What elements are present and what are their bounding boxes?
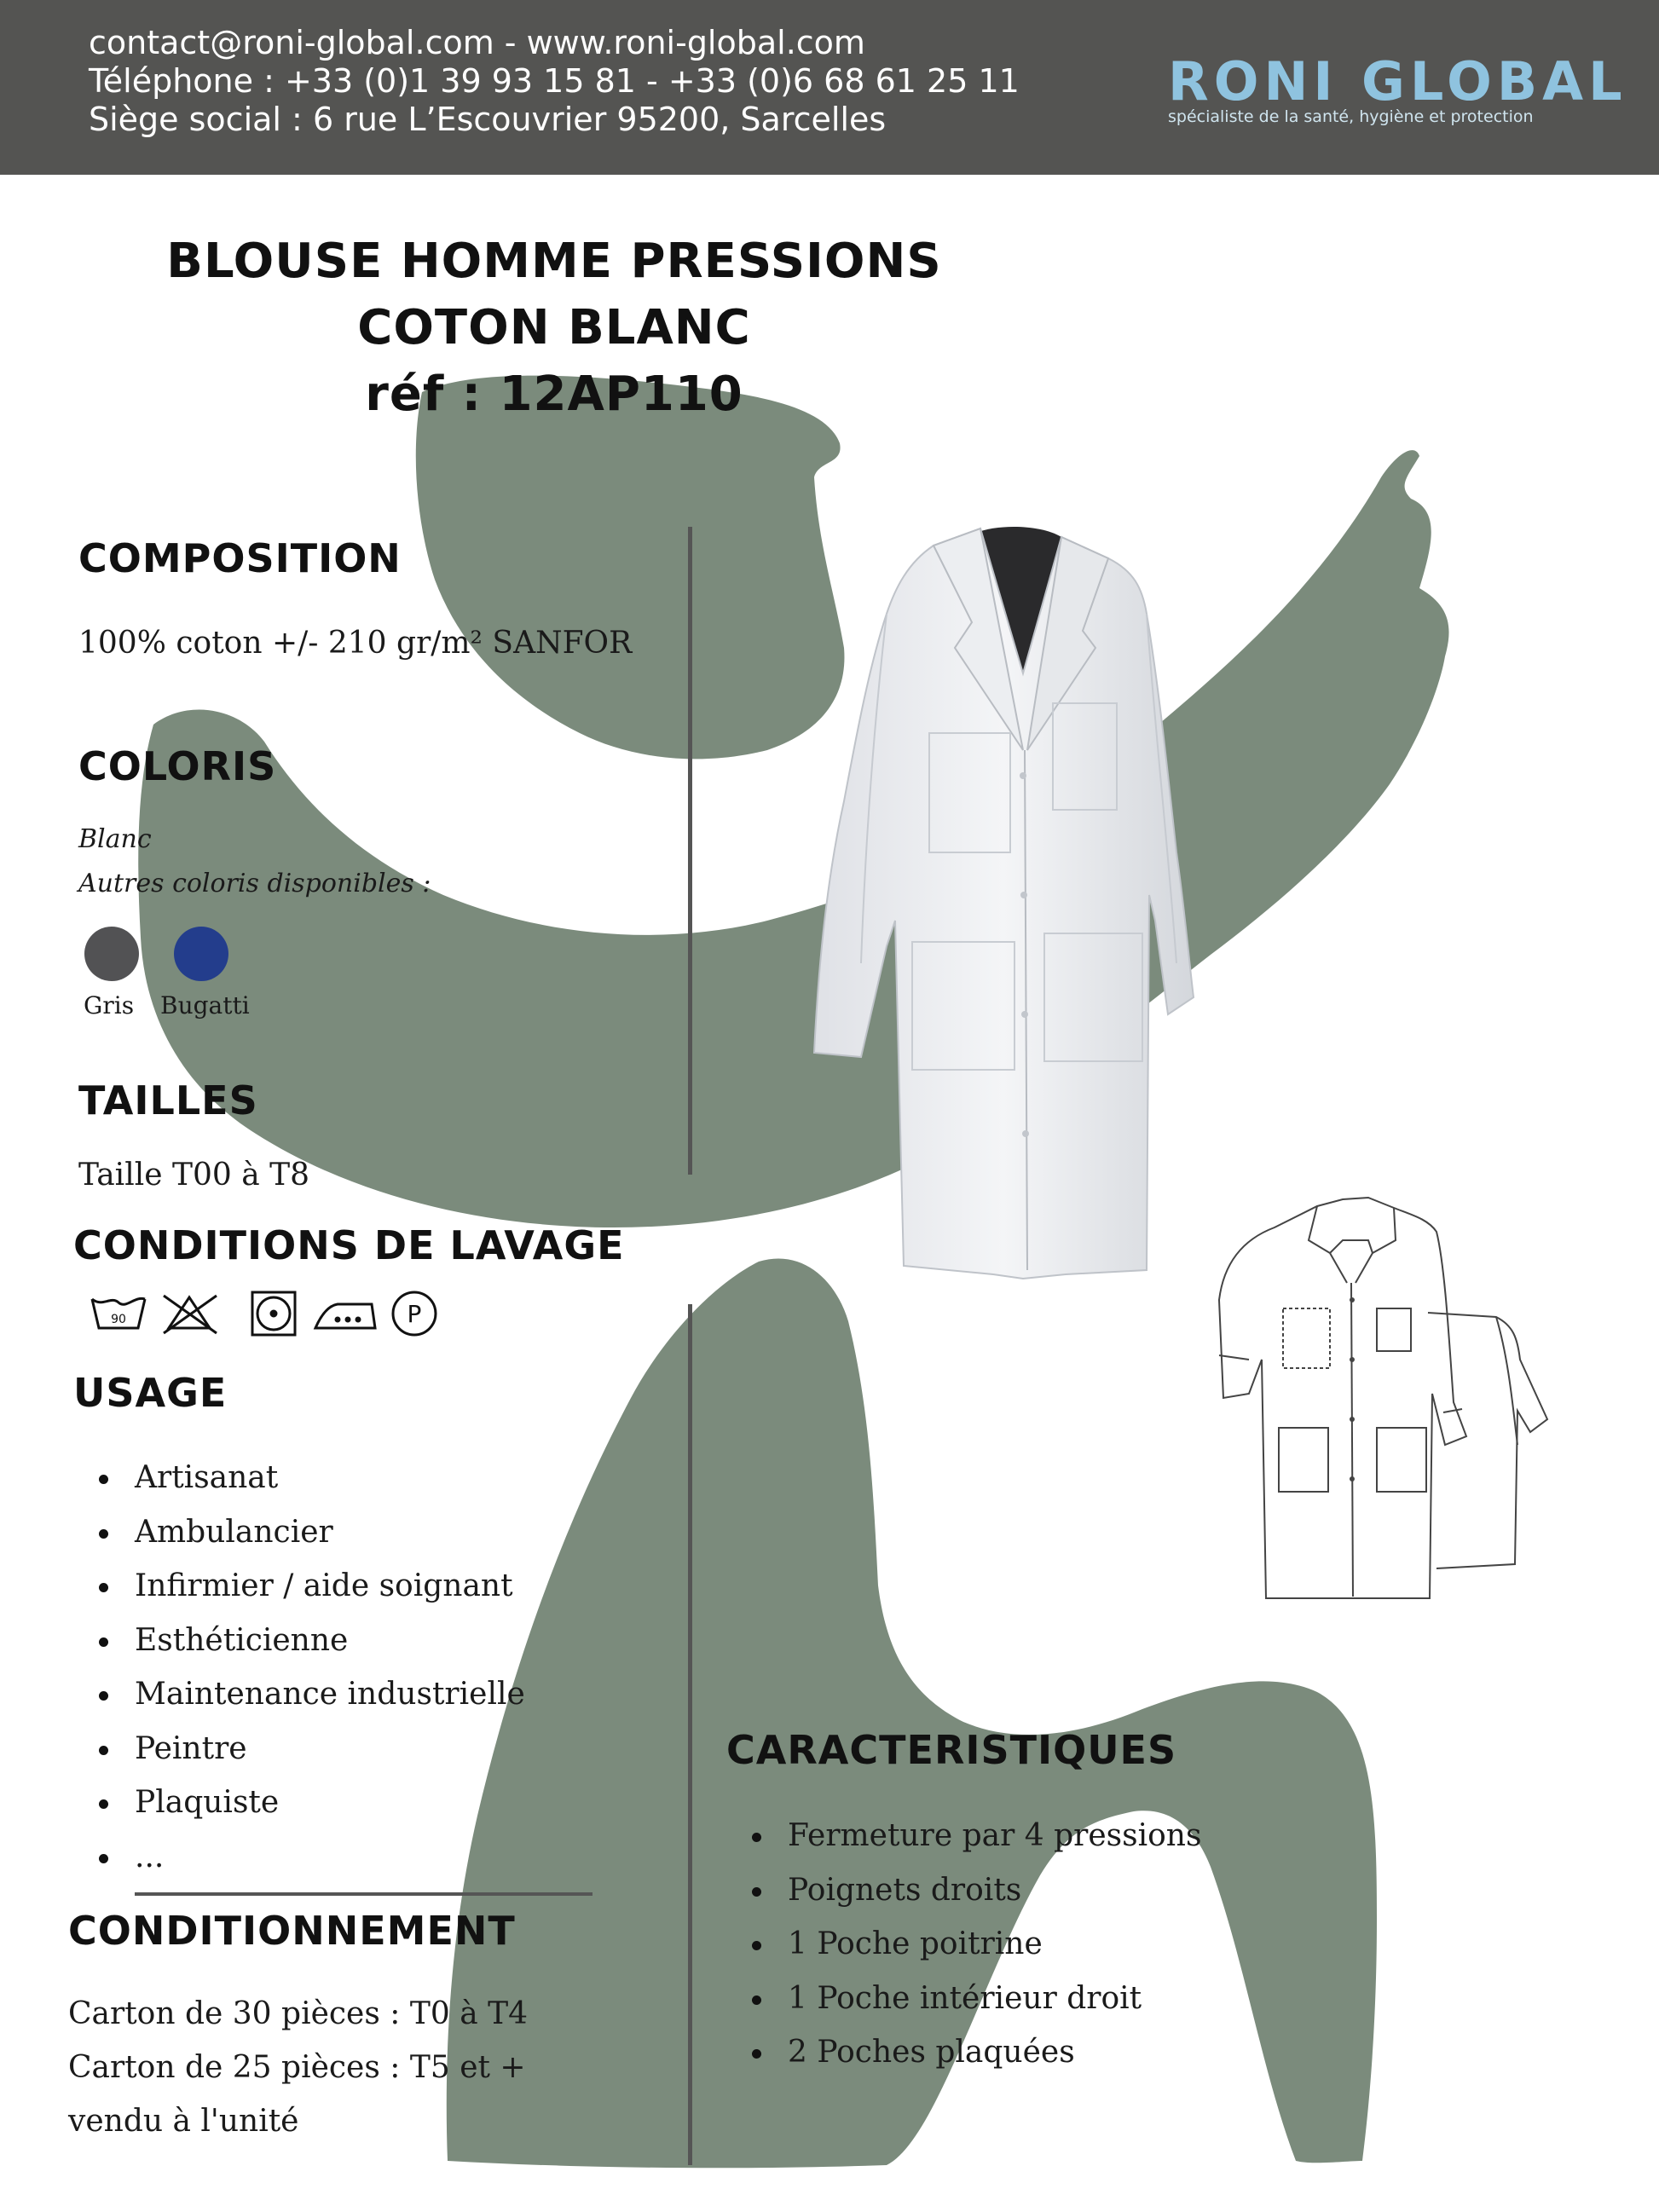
list-item: Fermeture par 4 pressions <box>731 1809 1201 1863</box>
no-bleach-icon <box>164 1296 217 1333</box>
title-line-1: BLOUSE HOMME PRESSIONS <box>166 234 942 289</box>
conditionnement-line-3: vendu à l'unité <box>68 2104 299 2139</box>
list-item: Ambulancier <box>78 1505 525 1560</box>
list-item: 1 Poche poitrine <box>731 1917 1201 1972</box>
contact-phone: Téléphone : +33 (0)1 39 93 15 81 - +33 (0)6 68 61 25 11 <box>89 62 1020 100</box>
list-item: Esthéticienne <box>78 1614 525 1668</box>
wash-90-icon <box>92 1298 145 1328</box>
list-item: Infirmier / aide soignant <box>78 1559 525 1614</box>
list-item: Maintenance industrielle <box>78 1667 525 1722</box>
care-symbols <box>85 1287 443 1338</box>
technical-sketch <box>1172 1189 1616 1607</box>
list-item: 1 Poche intérieur droit <box>731 1972 1201 2026</box>
logo-tagline: spécialiste de la santé, hygiène et protection <box>1168 107 1534 126</box>
logo-text: RONI GLOBAL <box>1168 50 1627 113</box>
svg-text:P: P <box>407 1300 422 1328</box>
svg-text:90: 90 <box>111 1313 126 1326</box>
usage-heading: USAGE <box>73 1370 228 1416</box>
lavage-heading: CONDITIONS DE LAVAGE <box>73 1222 625 1268</box>
usage-list <box>78 1451 525 1884</box>
contact-address: Siège social : 6 rue L’Escouvrier 95200, Sarcelles <box>89 101 887 138</box>
conditionnement-line-1: Carton de 30 pièces : T0 à T4 <box>68 1996 529 2031</box>
composition-heading: COMPOSITION <box>78 535 402 581</box>
tailles-heading: TAILLES <box>78 1077 258 1123</box>
coloris-other-label: Autres coloris disponibles : <box>78 869 431 898</box>
conditionnement-line-2: Carton de 25 pièces : T5 et + <box>68 2050 526 2085</box>
list-item: Poignets droits <box>731 1863 1201 1918</box>
iron-icon <box>315 1304 375 1328</box>
conditionnement-heading: CONDITIONNEMENT <box>68 1908 516 1954</box>
title-reference: réf : 12AP110 <box>365 367 743 422</box>
list-item: Peintre <box>78 1722 525 1776</box>
list-item: Artisanat <box>78 1451 525 1505</box>
title-line-2: COTON BLANC <box>357 300 751 355</box>
list-item: 2 Poches plaquées <box>731 2025 1201 2080</box>
product-title <box>85 228 1023 428</box>
composition-text: 100% coton +/- 210 gr/m² SANFOR <box>78 626 633 661</box>
tailles-text: Taille T00 à T8 <box>78 1158 310 1193</box>
divider-vertical-bottom <box>688 1304 692 2165</box>
coloris-main: Blanc <box>78 824 152 854</box>
caracteristiques-list <box>731 1809 1201 2080</box>
list-item: ... <box>78 1830 525 1885</box>
swatch-gris <box>84 927 139 981</box>
swatch-bugatti <box>174 927 228 981</box>
swatch-label-bugatti: Bugatti <box>160 991 250 1019</box>
swatch-label-gris: Gris <box>84 991 135 1019</box>
product-photo <box>767 520 1279 1287</box>
divider-vertical-top <box>688 527 692 1175</box>
caracteristiques-heading: CARACTERISTIQUES <box>726 1727 1177 1773</box>
divider-horizontal <box>135 1892 592 1896</box>
dry-clean-p-icon <box>393 1292 436 1335</box>
tumble-dry-icon <box>252 1292 295 1335</box>
list-item: Plaquiste <box>78 1776 525 1830</box>
contact-email-web: contact@roni-global.com - www.roni-global.com <box>89 24 865 61</box>
coloris-heading: COLORIS <box>78 743 277 789</box>
